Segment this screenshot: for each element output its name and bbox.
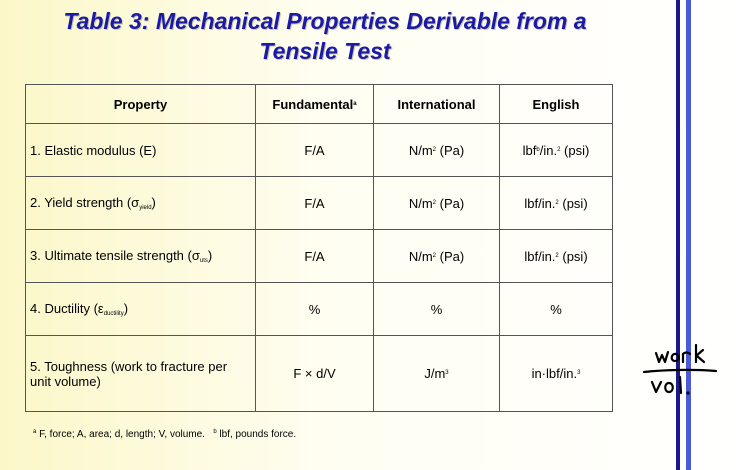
intl-exponent: 2 [432, 199, 436, 206]
header-english: English [500, 85, 613, 124]
property-text: 4. Ductility (ε [30, 301, 104, 316]
cell-english [500, 336, 613, 412]
eng-mid: /in. [538, 248, 556, 264]
table-row-elastic-modulus [26, 124, 613, 177]
cell-international: % [374, 283, 500, 336]
title-line-1: Table 3: Mechanical Properties Derivable from a [63, 8, 587, 34]
eng-footnote-mark: b [536, 146, 540, 153]
eng-exponent: 2 [555, 252, 559, 259]
intl-exponent: 2 [432, 146, 436, 153]
cell-property [26, 177, 256, 230]
property-text: 1. Elastic modulus (E) [30, 142, 157, 158]
property-subscript: uts [199, 258, 208, 264]
eng-unit-name: (psi) [558, 248, 588, 264]
eng-exponent: 2 [557, 146, 561, 153]
eng-exponent: 3 [577, 370, 581, 376]
table-footnote [33, 429, 296, 440]
footnote-mark-a: a [33, 429, 37, 435]
property-subscript: yield [139, 205, 152, 211]
table-header-row [26, 85, 613, 124]
properties-table [25, 84, 613, 412]
cell-english [500, 177, 613, 230]
slide-title [0, 6, 650, 66]
eng-base: lbf [522, 142, 537, 158]
eng-base: lbf [524, 248, 539, 264]
cell-fundamental: % [256, 283, 374, 336]
eng-mid: /in. [538, 195, 556, 211]
eng-unit-name: (psi) [560, 142, 590, 158]
header-property: Property [26, 85, 256, 124]
table-row-ductility [26, 283, 613, 336]
intl-base: N/m [408, 248, 433, 264]
table-row-ultimate-tensile-strength [26, 230, 613, 283]
eng-exponent: 2 [555, 199, 559, 206]
cell-international [374, 336, 500, 412]
intl-unit-name: (Pa) [436, 142, 465, 158]
header-international: International [374, 85, 500, 124]
table-row-yield-strength [26, 177, 613, 230]
annotation-text: workvol. [640, 340, 644, 341]
intl-exponent: 2 [432, 252, 436, 259]
eng-mid: /in. [539, 142, 558, 158]
cell-property [26, 336, 256, 412]
table-row-toughness [26, 336, 613, 412]
cell-property [26, 230, 256, 283]
cell-fundamental: F/A [256, 230, 374, 283]
cell-international [374, 177, 500, 230]
cell-english: % [500, 283, 613, 336]
property-text: 2. Yield strength (σ [30, 195, 140, 210]
header-fundamental [256, 85, 374, 124]
property-text: 3. Ultimate tensile strength (σ [30, 248, 200, 263]
footnote-text-b: lbf, pounds force. [216, 429, 297, 440]
handwritten-annotation [640, 340, 720, 410]
title-line-2: Tensile Test [259, 38, 391, 64]
header-footnote-mark: a [353, 100, 357, 107]
header-fundamental-label: Fundamental [272, 96, 354, 112]
cell-fundamental: F/A [256, 177, 374, 230]
property-text: 5. Toughness (work to fracture per unit volume) [30, 358, 228, 389]
property-subscript: ductility [103, 311, 124, 317]
cell-international [374, 230, 500, 283]
intl-base: N/m [408, 142, 433, 158]
intl-base: J/m [424, 366, 446, 381]
intl-unit-name: (Pa) [436, 248, 465, 264]
cell-english [500, 124, 613, 177]
property-suffix: ) [123, 301, 129, 316]
cell-international [374, 124, 500, 177]
intl-exponent: 3 [445, 370, 449, 376]
cell-english [500, 230, 613, 283]
footnote-text-a: F, force; A, area; d, length; V, volume. [36, 429, 205, 440]
eng-unit-name: (psi) [558, 195, 588, 211]
cell-fundamental: F × d/V [256, 336, 374, 412]
intl-unit-name: (Pa) [436, 195, 465, 211]
cell-property [26, 283, 256, 336]
eng-base: in·lbf/in. [531, 366, 578, 381]
cell-property [26, 124, 256, 177]
property-suffix: ) [207, 248, 213, 263]
footnote-mark-b: b [213, 429, 217, 435]
eng-base: lbf [524, 195, 539, 211]
intl-base: N/m [408, 195, 433, 211]
cell-fundamental: F/A [256, 124, 374, 177]
property-suffix: ) [151, 195, 156, 210]
